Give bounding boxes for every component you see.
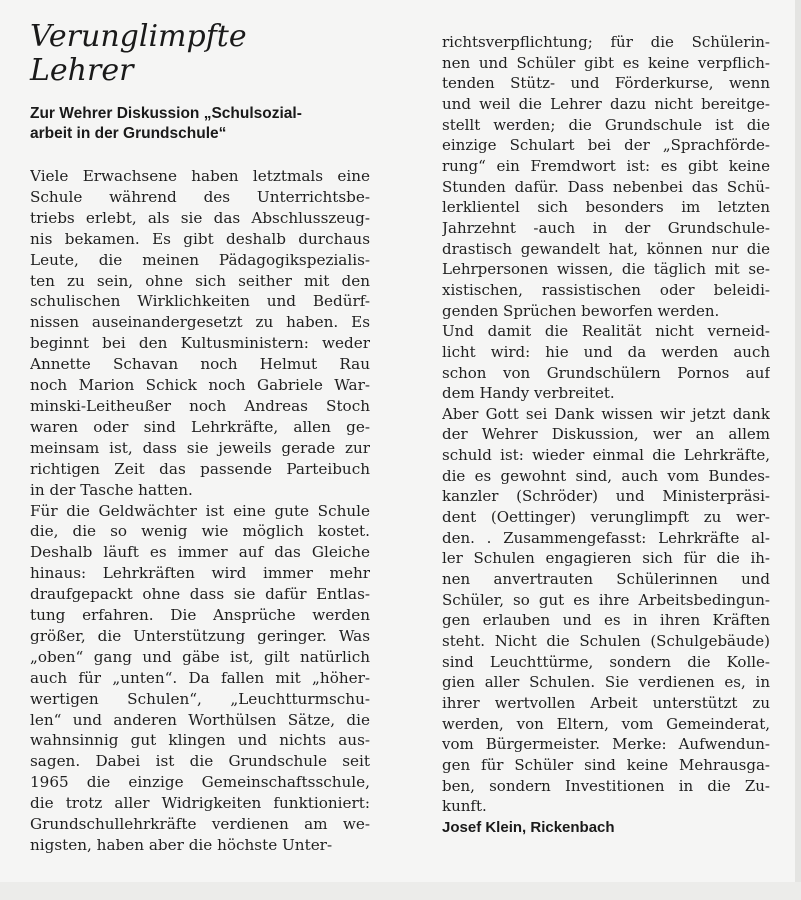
text-line: gen erlauben und es in ihren Kräften bbox=[442, 611, 770, 630]
text-line: kanzler (Schröder) und Ministerpräsi- bbox=[442, 487, 770, 506]
left-body-text bbox=[30, 166, 370, 856]
text-line: dent (Oettinger) verunglimpft zu wer- bbox=[442, 508, 770, 527]
text-line: stellt werden; die Grundschule ist die bbox=[442, 115, 770, 134]
text-line: Deshalb läuft es immer auf das Gleiche bbox=[30, 543, 370, 562]
text-line: len“ und anderen Worthülsen Sätze, die bbox=[30, 710, 370, 729]
text-line: sind Leuchttürme, sondern die Kolle- bbox=[442, 652, 770, 671]
text-line: nis bekamen. Es gibt deshalb durchaus bbox=[30, 229, 370, 248]
subheadline-line-2: arbeit in der Grundschule“ bbox=[30, 125, 227, 142]
text-line: meinsam ist, dass sie jeweils gerade zur bbox=[30, 438, 370, 457]
right-column bbox=[442, 32, 770, 838]
text-line: und weil die Lehrer dazu nicht bereitge- bbox=[442, 94, 770, 113]
headline-line-1: Verunglimpfte bbox=[30, 19, 247, 54]
text-line: die es gewohnt sind, auch vom Bundes- bbox=[442, 466, 770, 485]
text-line: triebs erlebt, als sie das Abschlusszeug- bbox=[30, 208, 370, 227]
text-line: schulischen Wirklichkeiten und Bedürf- bbox=[30, 292, 370, 311]
text-line: dem Handy verbreitet. bbox=[442, 384, 615, 403]
text-line: nen und Schüler gibt es keine verpflich- bbox=[442, 53, 770, 72]
scan-edge bbox=[795, 0, 801, 900]
text-line: ten zu sein, ohne sich seither mit den bbox=[30, 271, 370, 290]
author-signature: Josef Klein, Rickenbach bbox=[442, 818, 615, 836]
text-line: gen für Schüler sind keine Mehrausga- bbox=[442, 755, 770, 774]
text-line: schon von Grundschülern Pornos auf bbox=[442, 363, 770, 382]
text-line: tenden Stütz- und Förderkurse, wenn bbox=[442, 74, 770, 93]
text-line: wahnsinnig gut klingen und nichts aus- bbox=[30, 731, 370, 750]
text-line: steht. Nicht die Schulen (Schulgebäude) bbox=[442, 632, 770, 651]
text-line: nen anvertrauten Schülerinnen und bbox=[442, 570, 770, 589]
text-line: Jahrzehnt -auch in der Grundschule- bbox=[442, 218, 770, 237]
text-line: 1965 die einzige Gemeinschaftsschule, bbox=[30, 773, 370, 792]
right-body-text bbox=[442, 32, 770, 817]
text-line: in der Tasche hatten. bbox=[30, 480, 193, 499]
text-line: Viele Erwachsene haben letztmals eine bbox=[30, 167, 370, 185]
text-line: Aber Gott sei Dank wissen wir jetzt dank bbox=[442, 404, 770, 423]
text-line: ler Schulen engagieren sich für die ih- bbox=[442, 549, 770, 568]
text-line: ben, sondern Investitionen in die Zu- bbox=[442, 776, 770, 795]
text-line: Annette Schavan noch Helmut Rau bbox=[30, 355, 370, 374]
text-line: richtigen Zeit das passende Parteibuch bbox=[30, 459, 370, 478]
text-line: waren oder sind Lehrkräfte, allen ge- bbox=[30, 417, 370, 436]
text-line: der Wehrer Diskussion, wer an allem bbox=[442, 425, 770, 444]
text-line: minski-Leitheußer noch Andreas Stoch bbox=[30, 396, 370, 415]
text-line: drastisch gewandelt hat, können nur die bbox=[442, 239, 770, 258]
text-line: Schule während des Unterrichtsbe- bbox=[30, 187, 370, 206]
headline bbox=[30, 20, 370, 88]
text-line: gien aller Schulen. Sie verdienen es, in bbox=[442, 673, 770, 692]
text-line: auch für „unten“. Da fallen mit „höher- bbox=[30, 668, 370, 687]
text-line: licht wird: hie und da werden auch bbox=[442, 342, 770, 361]
text-line: noch Marion Schick noch Gabriele War- bbox=[30, 376, 370, 395]
text-line: die trotz aller Widrigkeiten funktioniert: bbox=[30, 794, 370, 813]
text-line: Und damit die Realität nicht verneid- bbox=[442, 322, 770, 341]
text-line: größer, die Unterstützung geringer. Was bbox=[30, 626, 370, 645]
text-line: draufgepackt ohne dass sie dafür Entlas- bbox=[30, 585, 370, 604]
text-line: Lehrpersonen wissen, die täglich mit se- bbox=[442, 260, 770, 279]
text-line: xistischen, rassistischen oder beleidi- bbox=[442, 280, 770, 299]
text-line: tung erfahren. Die Ansprüche werden bbox=[30, 606, 370, 625]
text-line: kunft. bbox=[442, 797, 487, 816]
text-line: sagen. Dabei ist die Grundschule seit bbox=[30, 752, 370, 771]
text-line: Schüler, so gut es ihre Arbeitsbedingun- bbox=[442, 590, 770, 609]
scan-edge-bottom bbox=[0, 882, 801, 900]
text-line: wertigen Schulen“, „Leuchtturmschu- bbox=[30, 689, 370, 708]
text-line: nigsten, haben aber die höchste Unter- bbox=[30, 836, 333, 854]
text-line: einzige Schulart bei der „Sprachförde- bbox=[442, 136, 770, 155]
text-line: Für die Geldwächter ist eine gute Schule bbox=[30, 501, 370, 520]
text-line: hinaus: Lehrkräften wird immer mehr bbox=[30, 564, 370, 583]
text-line: richtsverpflichtung; für die Schülerin- bbox=[442, 33, 770, 51]
text-line: schuld ist: wieder einmal die Lehrkräfte, bbox=[442, 446, 770, 465]
text-line: die, die so wenig wie möglich kostet. bbox=[30, 522, 370, 541]
text-line: „oben“ gang und gäbe ist, gilt natürlich bbox=[30, 647, 370, 666]
text-line: lerklientel sich besonders im letzten bbox=[442, 198, 770, 217]
text-line: Leute, die meinen Pädagogikspezialis- bbox=[30, 250, 370, 269]
text-line: ihrer wertvollen Arbeit unterstützt zu bbox=[442, 694, 770, 712]
text-line: rung“ ein Fremdwort ist: es gibt keine bbox=[442, 156, 770, 175]
text-line: Stunden dafür. Dass nebenbei das Schü- bbox=[442, 177, 770, 196]
text-line: nissen auseinandergesetzt zu haben. Es bbox=[30, 313, 370, 332]
text-line: den. . Zusammengefasst: Lehrkräfte al- bbox=[442, 528, 770, 547]
text-line: vom Bürgermeister. Merke: Aufwendun- bbox=[442, 735, 770, 754]
left-column bbox=[30, 10, 370, 856]
subheadline-line-1: Zur Wehrer Diskussion „Schulsozial- bbox=[30, 105, 302, 122]
headline-line-2: Lehrer bbox=[30, 53, 134, 88]
text-line: Grundschullehrkräfte verdienen am we- bbox=[30, 815, 370, 834]
subheadline bbox=[30, 104, 370, 144]
text-line: werden, von Eltern, vom Gemeinderat, bbox=[442, 714, 770, 733]
text-line: genden Sprüchen beworfen werden. bbox=[442, 301, 720, 320]
text-line: beginnt bei den Kultusministern: weder bbox=[30, 334, 370, 353]
